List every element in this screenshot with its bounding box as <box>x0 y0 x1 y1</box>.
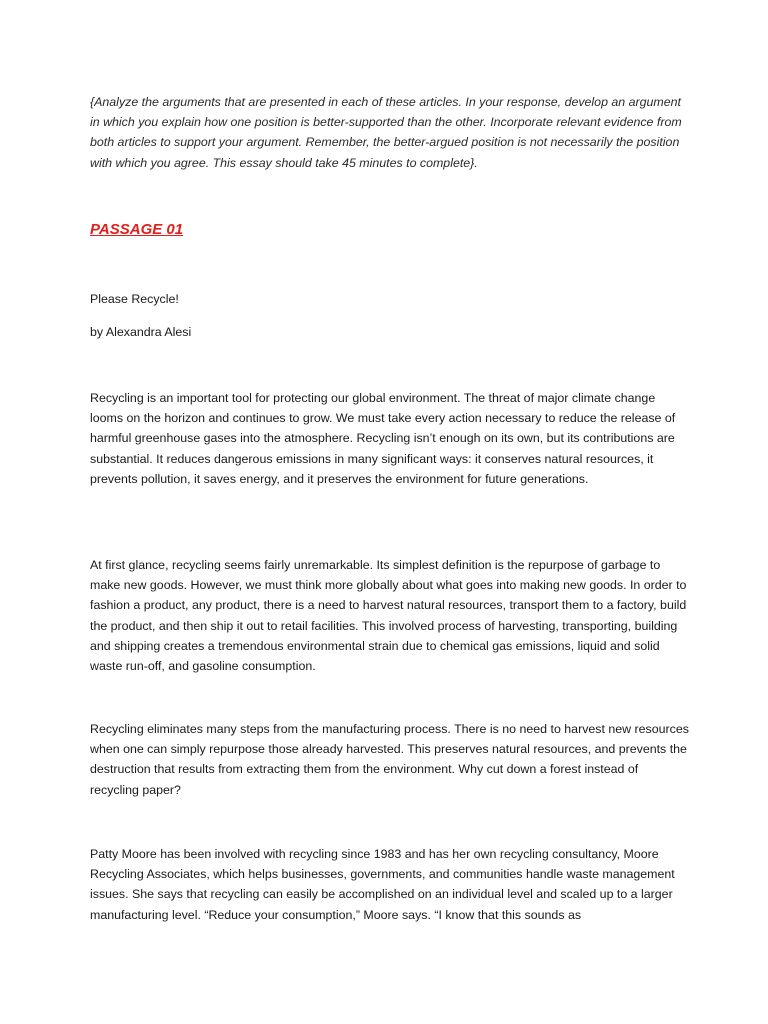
essay-instructions: {Analyze the arguments that are presented in each of these articles. In your response, develop an argument in which you explain how one position is better-supported than the other. Incorporate relevant evidence from both articles to support your argument. Remember, the better-argued position is not necessarily the position with which you agree. This essay should take 45 minutes to complete}. <box>90 95 682 170</box>
article-title: Please Recycle! <box>90 292 179 306</box>
article-paragraph: Recycling is an important tool for protecting our global environment. The threat of major climate change looms on the horizon and continues to grow. We must take every action necessary to reduce the release of harmful greenhouse gases into the atmosphere. Recycling isn’t enough on its own, but its contributions are substantial. It reduces dangerous emissions in many significant ways: it conserves natural resources, it prevents pollution, it saves energy, and it preserves the environment for future generations. <box>90 391 676 486</box>
article-paragraph: At first glance, recycling seems fairly unremarkable. Its simplest definition is the repurpose of garbage to make new goods. However, we must think more globally about what goes into making new goods. In order to fashion a product, any product, there is a need to harvest natural resources, transport them to a factory, build the product, and then ship it out to retail facilities. This involved process of harvesting, transporting, building and shipping creates a tremendous environmental strain due to chemical gas emissions, liquid and solid waste run-off, and gasoline consumption. <box>90 558 687 674</box>
article-paragraph: Patty Moore has been involved with recycling since 1983 and has her own recycling consultancy, Moore Recycling Associates, which helps businesses, governments, and communities handle waste management issues. She says that recycling can easily be accomplished on an individual level and scaled up to a larger manufacturing level. “Reduce your consumption,” Moore says. “I know that this sounds as <box>90 847 675 922</box>
article-paragraph: Recycling eliminates many steps from the manufacturing process. There is no need to harvest new resources when one can simply repurpose those already harvested. This preserves natural resources, and prevents the destruction that results from extracting them from the environment. Why cut down a forest instead of recycling paper? <box>90 722 689 797</box>
passage-heading: PASSAGE 01 <box>90 221 184 238</box>
article-byline: by Alexandra Alesi <box>90 325 192 339</box>
